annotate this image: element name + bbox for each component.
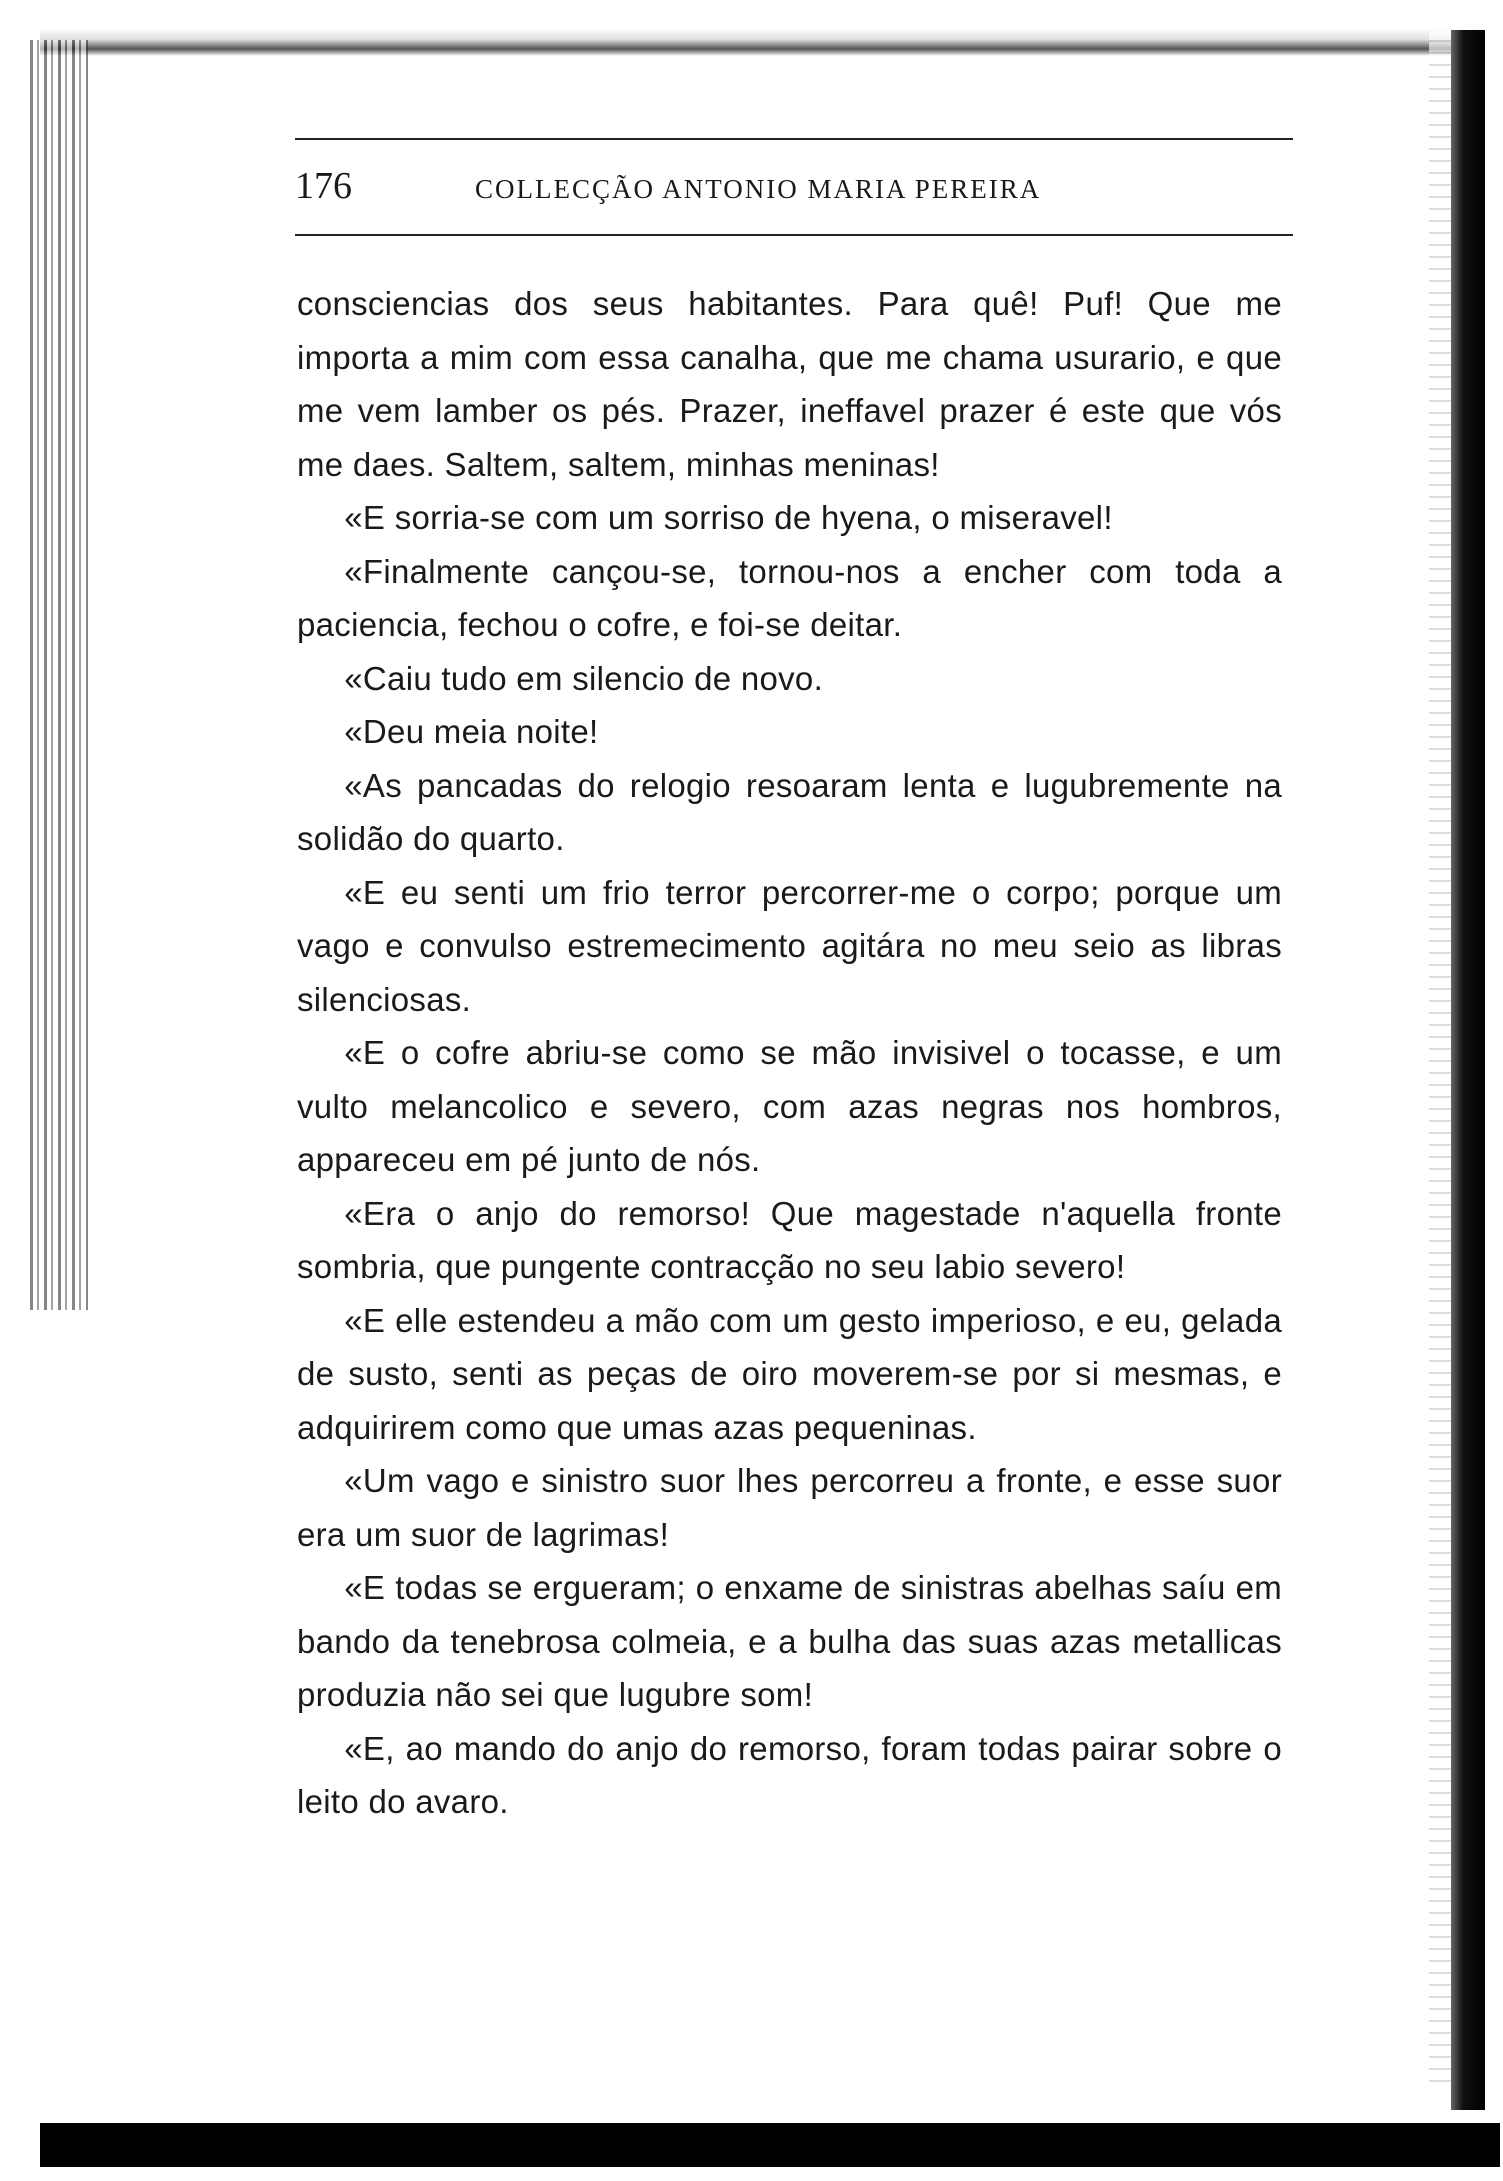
paragraph: «E elle estendeu a mão com um gesto imperioso, e eu, gelada de susto, senti as peças de oiro moverem-se por si mesmas, e adquirirem como que umas azas pequeninas. (297, 1302, 1282, 1447)
paragraph-continued: consciencias dos seus habitantes. Para quê! Puf! Que me importa a mim com essa canalha, que me chama usurario, e que me vem lamber os pés. Prazer, ineffavel prazer é este que vós me daes. Saltem, saltem, minhas meninas! (297, 286, 1282, 484)
paragraph: «Caiu tudo em silencio de novo. (344, 660, 824, 698)
paragraph: «E o cofre abriu-se como se mão invisivel o tocasse, e um vulto melancolico e severo, com azas negras nos hombros, appareceu em pé junto de nós. (297, 1035, 1282, 1179)
paragraph: «As pancadas do relogio resoaram lenta e lugubremente na solidão do quarto. (297, 767, 1282, 858)
paragraph: «E todas se ergueram; o enxame de sinistras abelhas saíu em bando da tenebrosa colmeia, e a bulha das suas azas metallicas produzia não sei que lugubre som! (297, 1570, 1282, 1714)
scan-right-edge (1451, 30, 1485, 2110)
paragraph: «E sorria-se com um sorriso de hyena, o miseravel! (344, 500, 1113, 537)
body-text (297, 278, 1282, 1830)
running-title: COLLECÇÃO ANTONIO MARIA PEREIRA (475, 174, 1042, 204)
paragraph: «E, ao mando do anjo do remorso, foram todas pairar sobre o leito do avaro. (297, 1730, 1282, 1821)
scan-right-shadow (1429, 30, 1451, 2090)
scan-left-edge (30, 40, 88, 1310)
paragraph: «Um vago e sinistro suor lhes percorreu a fronte, e esse suor era um suor de lagrimas! (297, 1463, 1282, 1554)
paragraph: «Deu meia noite! (344, 714, 599, 751)
paragraph: «Era o anjo do remorso! Que magestade n'aquella fronte sombria, que pungente contracção no seu labio severo! (297, 1195, 1282, 1286)
scan-bottom-edge (40, 2123, 1500, 2167)
page-number: 176 (295, 165, 352, 207)
paragraph: «E eu senti um frio terror percorrer-me o corpo; porque um vago e convulso estremecimento agitára no meu seio as libras silenciosas. (297, 874, 1282, 1019)
scan-top-edge (40, 28, 1480, 56)
paragraph: «Finalmente cançou-se, tornou-nos a encher com toda a paciencia, fechou o cofre, e foi-se deitar. (297, 553, 1282, 644)
running-head (295, 138, 1293, 236)
